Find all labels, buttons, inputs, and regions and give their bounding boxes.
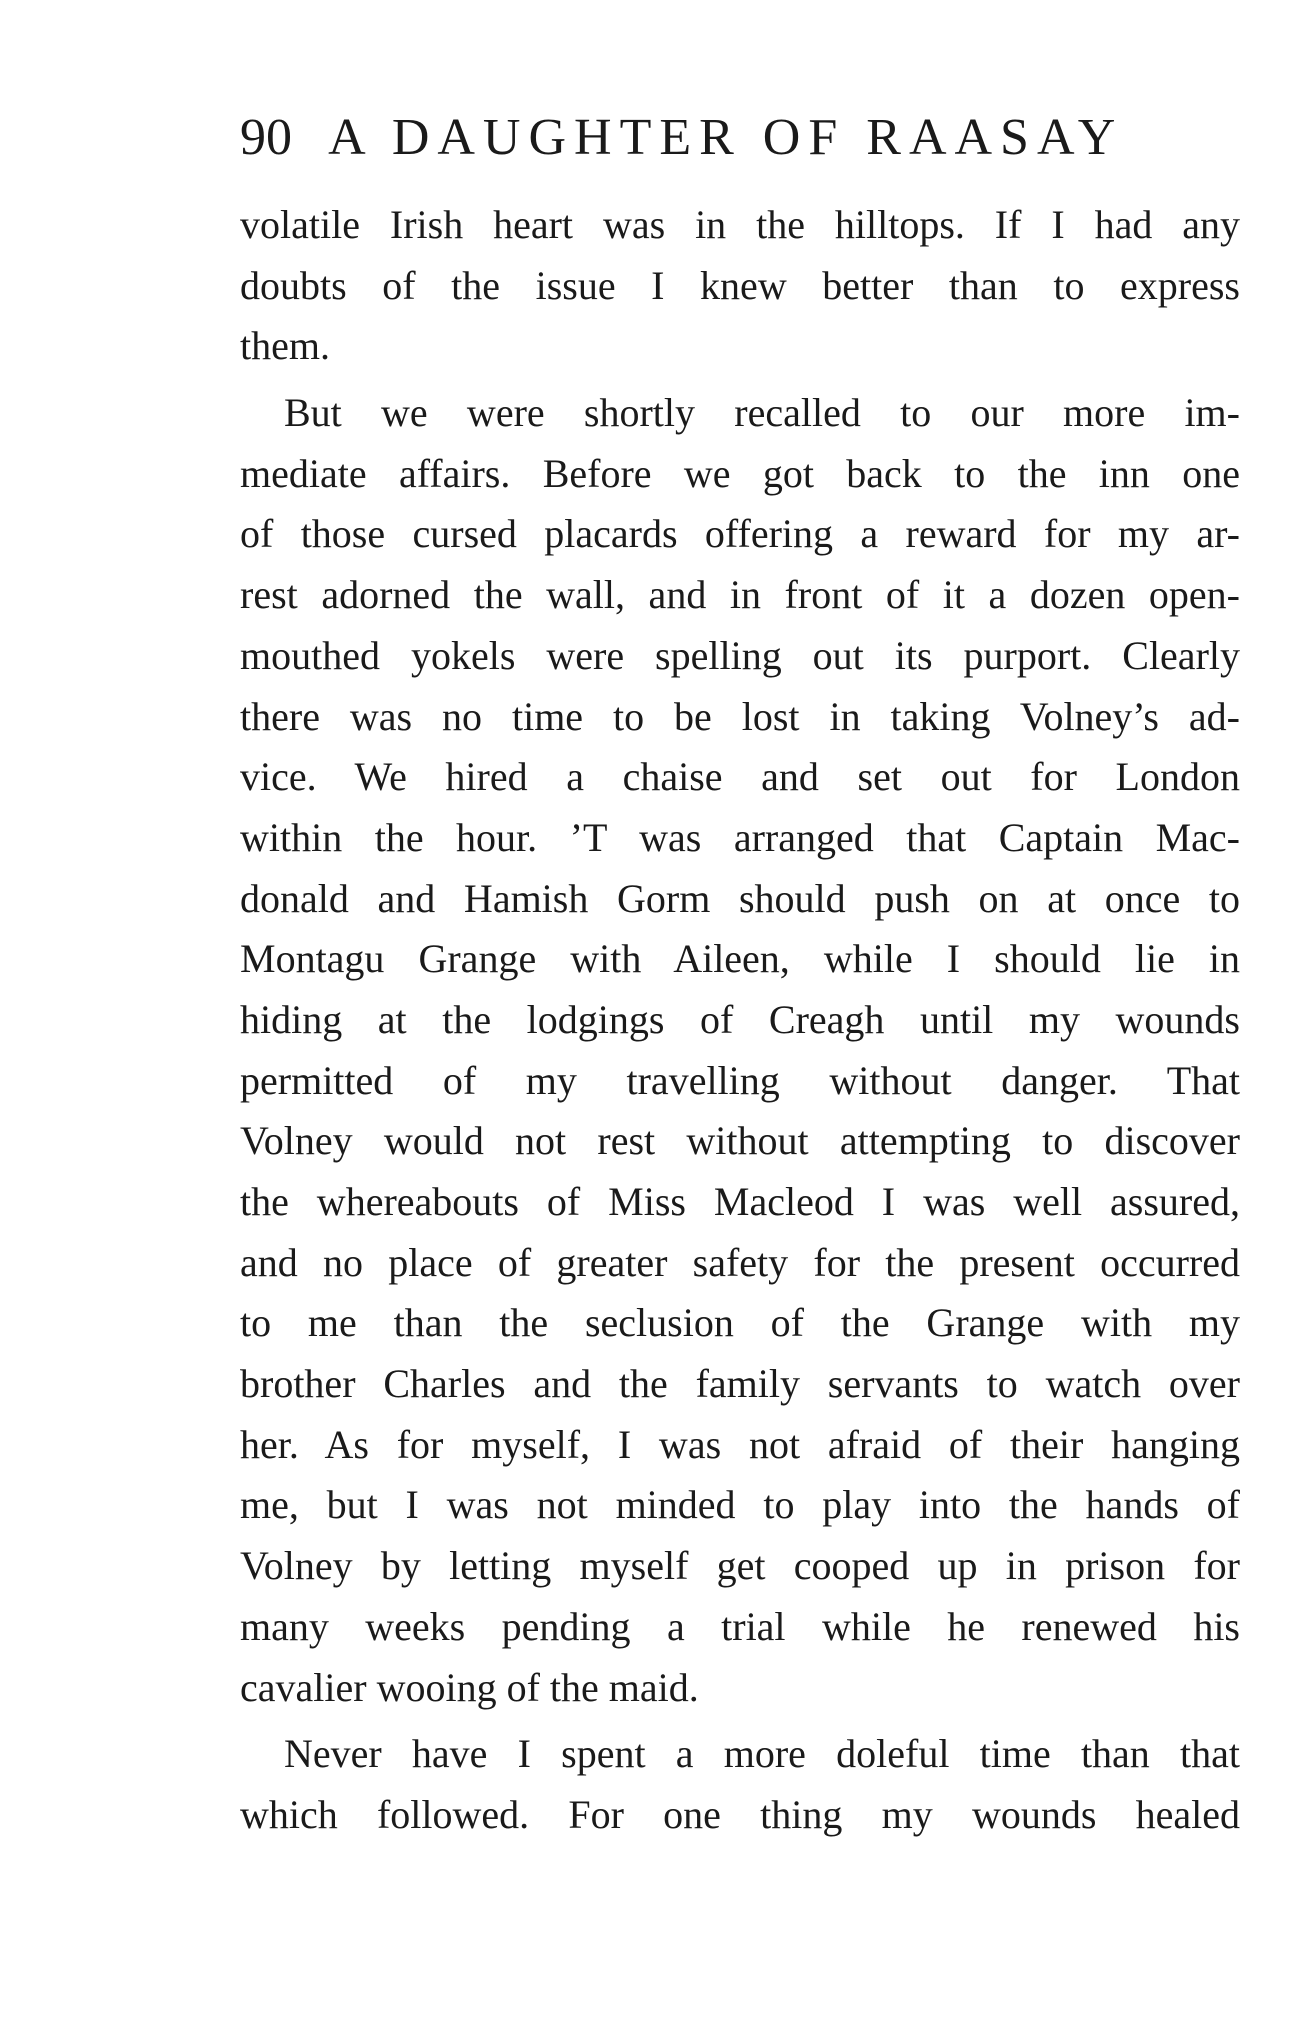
text-line: rest adorned the wall, and in front of it a dozen open- <box>240 572 1240 618</box>
text-line: volatile Irish heart was in the hilltops. If I had any <box>240 202 1240 247</box>
text-line: But we were shortly recalled to our more im- <box>284 390 1240 436</box>
text-line: the whereabouts of Miss Macleod I was well assured, <box>240 1179 1240 1224</box>
text-line: mediate affairs. Before we got back to the inn one <box>240 450 1240 496</box>
text-line: permitted of my travelling without danger. That <box>240 1057 1240 1103</box>
text-line: many weeks pending a trial while he renewed his <box>240 1603 1240 1649</box>
paragraph <box>240 1724 1240 1845</box>
running-header <box>240 108 1220 167</box>
paragraph <box>240 195 1240 377</box>
text-line: there was no time to be lost in taking Volney’s ad- <box>240 693 1240 739</box>
text-line: them. <box>240 323 330 369</box>
body-text <box>240 195 1240 1846</box>
text-line: within the hour. ’T was arranged that Captain Mac- <box>240 814 1240 860</box>
text-line: which followed. For one thing my wounds healed <box>240 1791 1240 1837</box>
text-line: Volney would not rest without attempting to discover <box>240 1118 1240 1164</box>
text-line: Montagu Grange with Aileen, while I should lie in <box>240 936 1240 982</box>
text-line: Volney by letting myself get cooped up in prison for <box>240 1543 1240 1589</box>
paragraph <box>240 383 1240 1718</box>
page-number: 90 <box>240 109 292 166</box>
text-line: donald and Hamish Gorm should push on at once to <box>240 875 1240 921</box>
text-line: me, but I was not minded to play into the hands of <box>240 1482 1240 1528</box>
text-line: to me than the seclusion of the Grange with my <box>240 1300 1240 1346</box>
text-line: cavalier wooing of the maid. <box>240 1664 699 1710</box>
text-line: and no place of greater safety for the present occurred <box>240 1239 1240 1285</box>
text-line: her. As for myself, I was not afraid of their hanging <box>240 1421 1240 1467</box>
text-line: mouthed yokels were spelling out its purport. Clearly <box>240 632 1240 678</box>
text-line: Never have I spent a more doleful time than that <box>284 1731 1240 1777</box>
text-line: hiding at the lodgings of Creagh until my wounds <box>240 996 1240 1042</box>
text-line: of those cursed placards offering a reward for my ar- <box>240 511 1240 557</box>
running-title: A DAUGHTER OF RAASAY <box>328 109 1124 166</box>
text-line: brother Charles and the family servants to watch over <box>240 1361 1240 1407</box>
text-line: vice. We hired a chaise and set out for London <box>240 754 1240 800</box>
text-line: doubts of the issue I knew better than to express <box>240 262 1240 308</box>
